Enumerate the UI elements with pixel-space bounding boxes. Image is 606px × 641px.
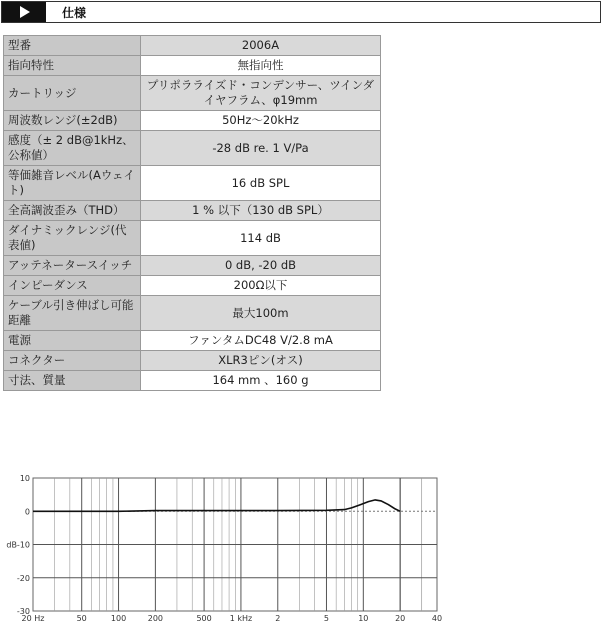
- spec-value: 164 mm 、160 g: [141, 371, 381, 391]
- spec-value: 114 dB: [141, 221, 381, 256]
- spec-label: カートリッジ: [4, 76, 141, 111]
- spec-row: [4, 166, 381, 201]
- x-tick-label: 20 Hz: [21, 614, 45, 623]
- spec-value: 0 dB, -20 dB: [141, 256, 381, 276]
- spec-table: [3, 35, 381, 391]
- spec-label: 周波数レンジ(±2dB): [4, 111, 141, 131]
- spec-value: 200Ω以下: [141, 276, 381, 296]
- spec-value: 1 % 以下（130 dB SPL）: [141, 201, 381, 221]
- spec-value: 50Hz〜20kHz: [141, 111, 381, 131]
- spec-value: 16 dB SPL: [141, 166, 381, 201]
- spec-value: 無指向性: [141, 56, 381, 76]
- spec-label: 型番: [4, 36, 141, 56]
- y-tick-label: dB-10: [6, 540, 30, 550]
- x-tick-label: 20: [395, 614, 406, 623]
- y-tick-label: 10: [19, 474, 30, 483]
- spec-row: [4, 256, 381, 276]
- spec-row: [4, 331, 381, 351]
- x-tick-label: 2: [275, 614, 281, 623]
- spec-value: ファンタムDC48 V/2.8 mA: [141, 331, 381, 351]
- spec-row: [4, 201, 381, 221]
- spec-label: 指向特性: [4, 56, 141, 76]
- y-tick-label: -30: [16, 607, 30, 616]
- spec-label: 電源: [4, 331, 141, 351]
- play-triangle-icon: [19, 6, 31, 18]
- spec-row: [4, 36, 381, 56]
- spec-label: 寸法、質量: [4, 371, 141, 391]
- x-tick-label: 200: [147, 614, 164, 623]
- spec-row: [4, 221, 381, 256]
- x-tick-label: 10: [358, 614, 369, 623]
- spec-row: [4, 276, 381, 296]
- spec-label: アッテネータースイッチ: [4, 256, 141, 276]
- spec-label: コネクター: [4, 351, 141, 371]
- spec-row: [4, 296, 381, 331]
- spec-row: [4, 371, 381, 391]
- x-tick-label: 50: [76, 614, 87, 623]
- spec-label: インピーダンス: [4, 276, 141, 296]
- spec-label: 全高調波歪み（THD）: [4, 201, 141, 221]
- spec-row: [4, 351, 381, 371]
- section-title: 仕様: [62, 6, 87, 20]
- spec-value: -28 dB re. 1 V/Pa: [141, 131, 381, 166]
- x-tick-label: 500: [196, 614, 212, 623]
- spec-value: 2006A: [141, 36, 381, 56]
- spec-row: [4, 56, 381, 76]
- section-header: [1, 1, 601, 23]
- spec-label: ダイナミックレンジ(代表値): [4, 221, 141, 256]
- x-tick-label: 5: [323, 614, 330, 623]
- spec-value: XLR3ピン(オス): [141, 351, 381, 371]
- spec-value: プリポラライズド・コンデンサー、ツインダイヤフラム、φ19mm: [141, 76, 381, 111]
- spec-value: 最大100m: [141, 296, 381, 331]
- spec-label: ケーブル引き伸ばし可能距離: [4, 296, 141, 331]
- frequency-response-chart: [0, 468, 606, 641]
- spec-label: 感度（± 2 dB@1kHz、公称値）: [4, 131, 141, 166]
- spec-row: [4, 111, 381, 131]
- x-tick-label: 1 kHz: [229, 614, 253, 623]
- x-tick-label: 100: [110, 614, 127, 623]
- spec-row: [4, 131, 381, 166]
- spec-row: [4, 76, 381, 111]
- y-tick-label: 0: [24, 507, 30, 517]
- y-tick-label: -20: [16, 573, 30, 583]
- x-tick-label: 40: [431, 614, 443, 623]
- section-marker: [2, 2, 46, 22]
- spec-label: 等価雑音レベル(Aウェイト): [4, 166, 141, 201]
